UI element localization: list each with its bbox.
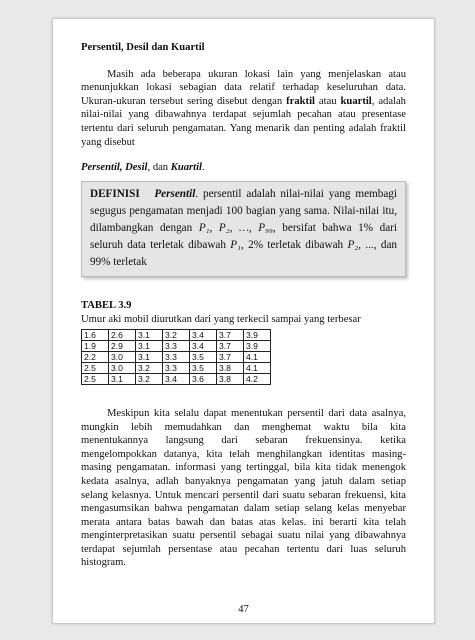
subheading-part-1: Persentil, Desil xyxy=(81,162,148,174)
table-cell: 3.0 xyxy=(109,362,136,373)
table-cell: 3.1 xyxy=(136,351,163,362)
definition-box xyxy=(81,181,406,277)
table-cell: 3.5 xyxy=(190,362,217,373)
table-row xyxy=(82,340,271,351)
intro-text-2: atau xyxy=(314,95,341,107)
definition-text-4: , ..., dan 99% terletak xyxy=(90,238,397,268)
table-cell: 3.1 xyxy=(136,340,163,351)
table-cell: 4.1 xyxy=(244,351,271,362)
table-cell: 3.2 xyxy=(136,373,163,384)
table-cell: 3.2 xyxy=(163,329,190,340)
definition-text-2: , bersifat bahwa 1% dari seluruh data terletak dibawah xyxy=(90,221,397,251)
definition-term: Persentil xyxy=(154,187,196,200)
table-cell: 3.8 xyxy=(217,362,244,373)
table-cell: 3.1 xyxy=(109,373,136,384)
table-cell: 3.9 xyxy=(244,329,271,340)
table-cell: 3.3 xyxy=(163,362,190,373)
definition-symbols: P₁, P₂, …, P₉₉ xyxy=(198,221,273,234)
body-paragraph: Meskipun kita selalu dapat menentukan persentil dari data asalnya, mungkin lebih memudahkan dan menghemat waktu bila kita menentukannya langsung dari sebaran frekuensinya. ketika mengelompokkan datanya, kita telah menghilangkan identitas masing-masing pengamatan. informasi yang tertinggal, bila kita tidak menengok kedata asalnya, adlah banyaknya pengamatan yang jatuh dalam setiap selang kelasnya. Untuk mencari persentil dari suatu sebaran frekuensi, kita mengasumsikan bahwa pengamatan dalam setiap selang kelas menyebar merata antara batas bawah dan batas atas kelas. ini berarti kita telah menginterpretasikan suatu persentil sebagai suatu nilai yang dibawahnya terdapat sejumlah persentase atau pecahan tertentu dari luas seluruh histogram. xyxy=(81,407,406,569)
table-cell: 2.5 xyxy=(82,362,109,373)
intro-bold-kuartil: kuartil xyxy=(340,95,372,107)
subheading xyxy=(81,161,406,175)
subheading-part-3: Kuartil xyxy=(170,162,202,174)
table-row xyxy=(82,373,271,384)
intro-bold-fraktil: fraktil xyxy=(286,95,315,107)
table-caption: Umur aki mobil diurutkan dari yang terkecil sampai yang terbesar xyxy=(81,314,361,326)
table-cell: 3.1 xyxy=(136,329,163,340)
table-cell: 3.7 xyxy=(217,329,244,340)
table-cell: 2.9 xyxy=(109,340,136,351)
table-cell: 3.6 xyxy=(190,373,217,384)
table-cell: 4.1 xyxy=(244,362,271,373)
table-cell: 3.7 xyxy=(217,340,244,351)
intro-text-3: , adalah nilai-nilai yang dibawahnya terdapat sejumlah pecahan atau presentase tertentu dari seluruh pengamatan. Yang menarik dan penting adalah fraktil yang disebut xyxy=(81,95,406,148)
subheading-part-2: , dan xyxy=(147,162,171,174)
definition-label: DEFINISI xyxy=(90,187,140,200)
table-cell: 3.7 xyxy=(217,351,244,362)
table-cell: 3.4 xyxy=(190,340,217,351)
table-cell: 3.8 xyxy=(217,373,244,384)
table-cell: 4.2 xyxy=(244,373,271,384)
table-row xyxy=(82,351,271,362)
table-cell: 3.5 xyxy=(190,351,217,362)
table-cell: 3.3 xyxy=(163,351,190,362)
table-cell: 3.2 xyxy=(136,362,163,373)
section-heading: Persentil, Desil dan Kuartil xyxy=(81,42,205,53)
definition-text-3: , 2% terletak dibawah xyxy=(241,238,348,251)
definition-symbol-p2: P₂ xyxy=(347,238,359,251)
table-cell: 3.9 xyxy=(244,340,271,351)
page-content xyxy=(81,41,406,570)
table-cell: 1.6 xyxy=(82,329,109,340)
intro-paragraph xyxy=(81,68,406,150)
table-row xyxy=(82,329,271,340)
table-title: TABEL 3.9 xyxy=(81,299,132,311)
table-cell: 1.9 xyxy=(82,340,109,351)
data-table xyxy=(81,329,271,385)
table-cell: 3.0 xyxy=(109,351,136,362)
table-cell: 3.4 xyxy=(163,373,190,384)
page-number: 47 xyxy=(238,604,249,615)
definition-text-1: . persentil adalah nilai-nilai yang membagi segugus pengamatan menjadi 100 bagian yang sama. Nilai-nilai itu, dilambangkan dengan xyxy=(90,187,397,234)
table-row xyxy=(82,362,271,373)
table-cell: 3.4 xyxy=(190,329,217,340)
subheading-part-4: . xyxy=(201,162,205,174)
intro-text-1: Masih ada beberapa ukuran lokasi lain yang menjelaskan atau menunjukkan lokasi sebagian data relatif terhadap keseluruhan data. Ukuran-ukuran tersebut sering disebut dengan xyxy=(81,68,406,107)
table-cell: 2.6 xyxy=(109,329,136,340)
document-page xyxy=(52,18,435,624)
definition-symbol-p1: P₁ xyxy=(230,238,242,251)
table-cell: 3.3 xyxy=(163,340,190,351)
table-cell: 2.5 xyxy=(82,373,109,384)
table-cell: 2.2 xyxy=(82,351,109,362)
